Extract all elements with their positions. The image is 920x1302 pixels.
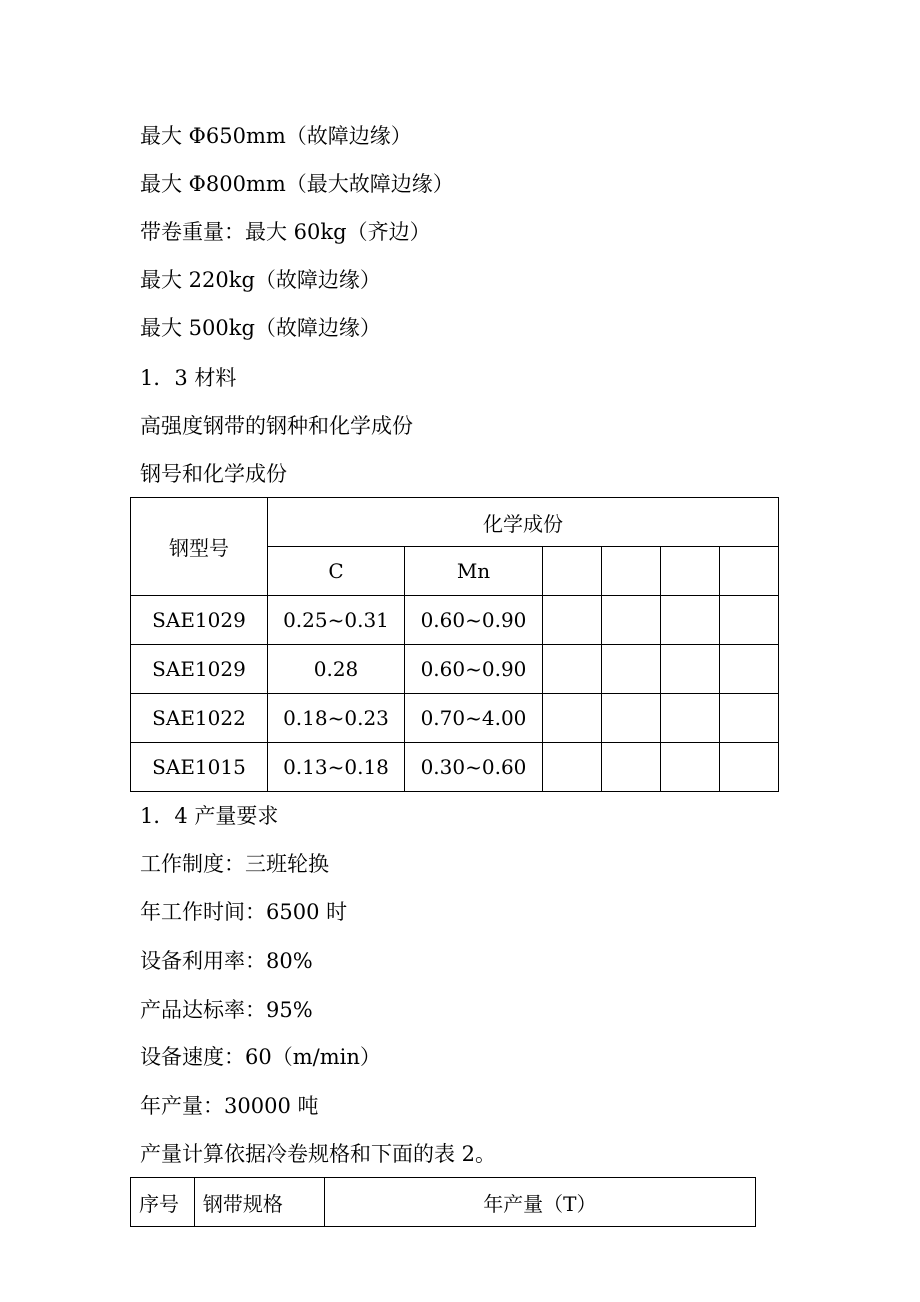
line-annual-output: 年产量：30000 吨 xyxy=(140,1094,319,1118)
line-diameter-2: 最大 Φ800mm（最大故障边缘） xyxy=(140,172,454,196)
cell-mn: 0.60~0.90 xyxy=(405,596,543,645)
cell-empty xyxy=(661,645,720,694)
header-mn: Mn xyxy=(405,547,543,596)
header-annual-output: 年产量（T） xyxy=(324,1178,755,1227)
header-steel-grade: 钢型号 xyxy=(131,498,268,596)
line-qualified-rate: 产品达标率：95% xyxy=(140,998,313,1022)
header-spec: 钢带规格 xyxy=(194,1178,324,1227)
header-chemical-composition: 化学成份 xyxy=(268,498,779,547)
line-annual-hours: 年工作时间：6500 时 xyxy=(140,900,348,924)
section-heading-output: 1．4 产量要求 xyxy=(140,804,279,828)
cell-mn: 0.60~0.90 xyxy=(405,645,543,694)
line-max-500: 最大 500kg（故障边缘） xyxy=(140,316,381,340)
section-heading-materials: 1．3 材料 xyxy=(140,366,237,390)
cell-empty xyxy=(602,596,661,645)
table-row xyxy=(131,694,779,743)
cell-empty xyxy=(720,694,779,743)
cell-grade: SAE1029 xyxy=(131,645,268,694)
table-header-row xyxy=(131,498,779,547)
production-table xyxy=(130,1177,756,1227)
cell-c: 0.13~0.18 xyxy=(268,743,405,792)
line-speed: 设备速度：60（m/min） xyxy=(140,1045,381,1069)
line-max-220: 最大 220kg（故障边缘） xyxy=(140,268,381,292)
cell-empty xyxy=(543,694,602,743)
table-row xyxy=(131,645,779,694)
header-c: C xyxy=(268,547,405,596)
line-steel-chem: 钢号和化学成份 xyxy=(140,462,287,486)
cell-grade: SAE1029 xyxy=(131,596,268,645)
cell-mn: 0.30~0.60 xyxy=(405,743,543,792)
line-diameter-1: 最大 Φ650mm（故障边缘） xyxy=(140,124,412,148)
cell-grade: SAE1022 xyxy=(131,694,268,743)
table-row xyxy=(131,596,779,645)
line-coil-weight: 带卷重量：最大 60kg（齐边） xyxy=(140,220,431,244)
cell-empty xyxy=(720,596,779,645)
line-calc-basis: 产量计算依据冷卷规格和下面的表 2。 xyxy=(140,1142,497,1166)
cell-c: 0.18~0.23 xyxy=(268,694,405,743)
cell-empty xyxy=(720,645,779,694)
table-row xyxy=(131,743,779,792)
cell-empty xyxy=(661,694,720,743)
cell-empty xyxy=(602,694,661,743)
header-empty xyxy=(543,547,602,596)
header-empty xyxy=(661,547,720,596)
line-steel-types: 高强度钢带的钢种和化学成份 xyxy=(140,414,413,438)
cell-c: 0.25~0.31 xyxy=(268,596,405,645)
cell-mn: 0.70~4.00 xyxy=(405,694,543,743)
cell-empty xyxy=(602,743,661,792)
chemical-composition-table xyxy=(130,497,779,792)
header-empty xyxy=(720,547,779,596)
header-empty xyxy=(602,547,661,596)
cell-empty xyxy=(720,743,779,792)
cell-empty xyxy=(543,743,602,792)
cell-empty xyxy=(661,743,720,792)
cell-empty xyxy=(543,645,602,694)
line-utilization: 设备利用率：80% xyxy=(140,949,313,973)
cell-grade: SAE1015 xyxy=(131,743,268,792)
line-work-system: 工作制度：三班轮换 xyxy=(140,852,329,876)
header-serial: 序号 xyxy=(131,1178,195,1227)
cell-empty xyxy=(543,596,602,645)
cell-c: 0.28 xyxy=(268,645,405,694)
table-header-row xyxy=(131,1178,756,1227)
cell-empty xyxy=(661,596,720,645)
cell-empty xyxy=(602,645,661,694)
